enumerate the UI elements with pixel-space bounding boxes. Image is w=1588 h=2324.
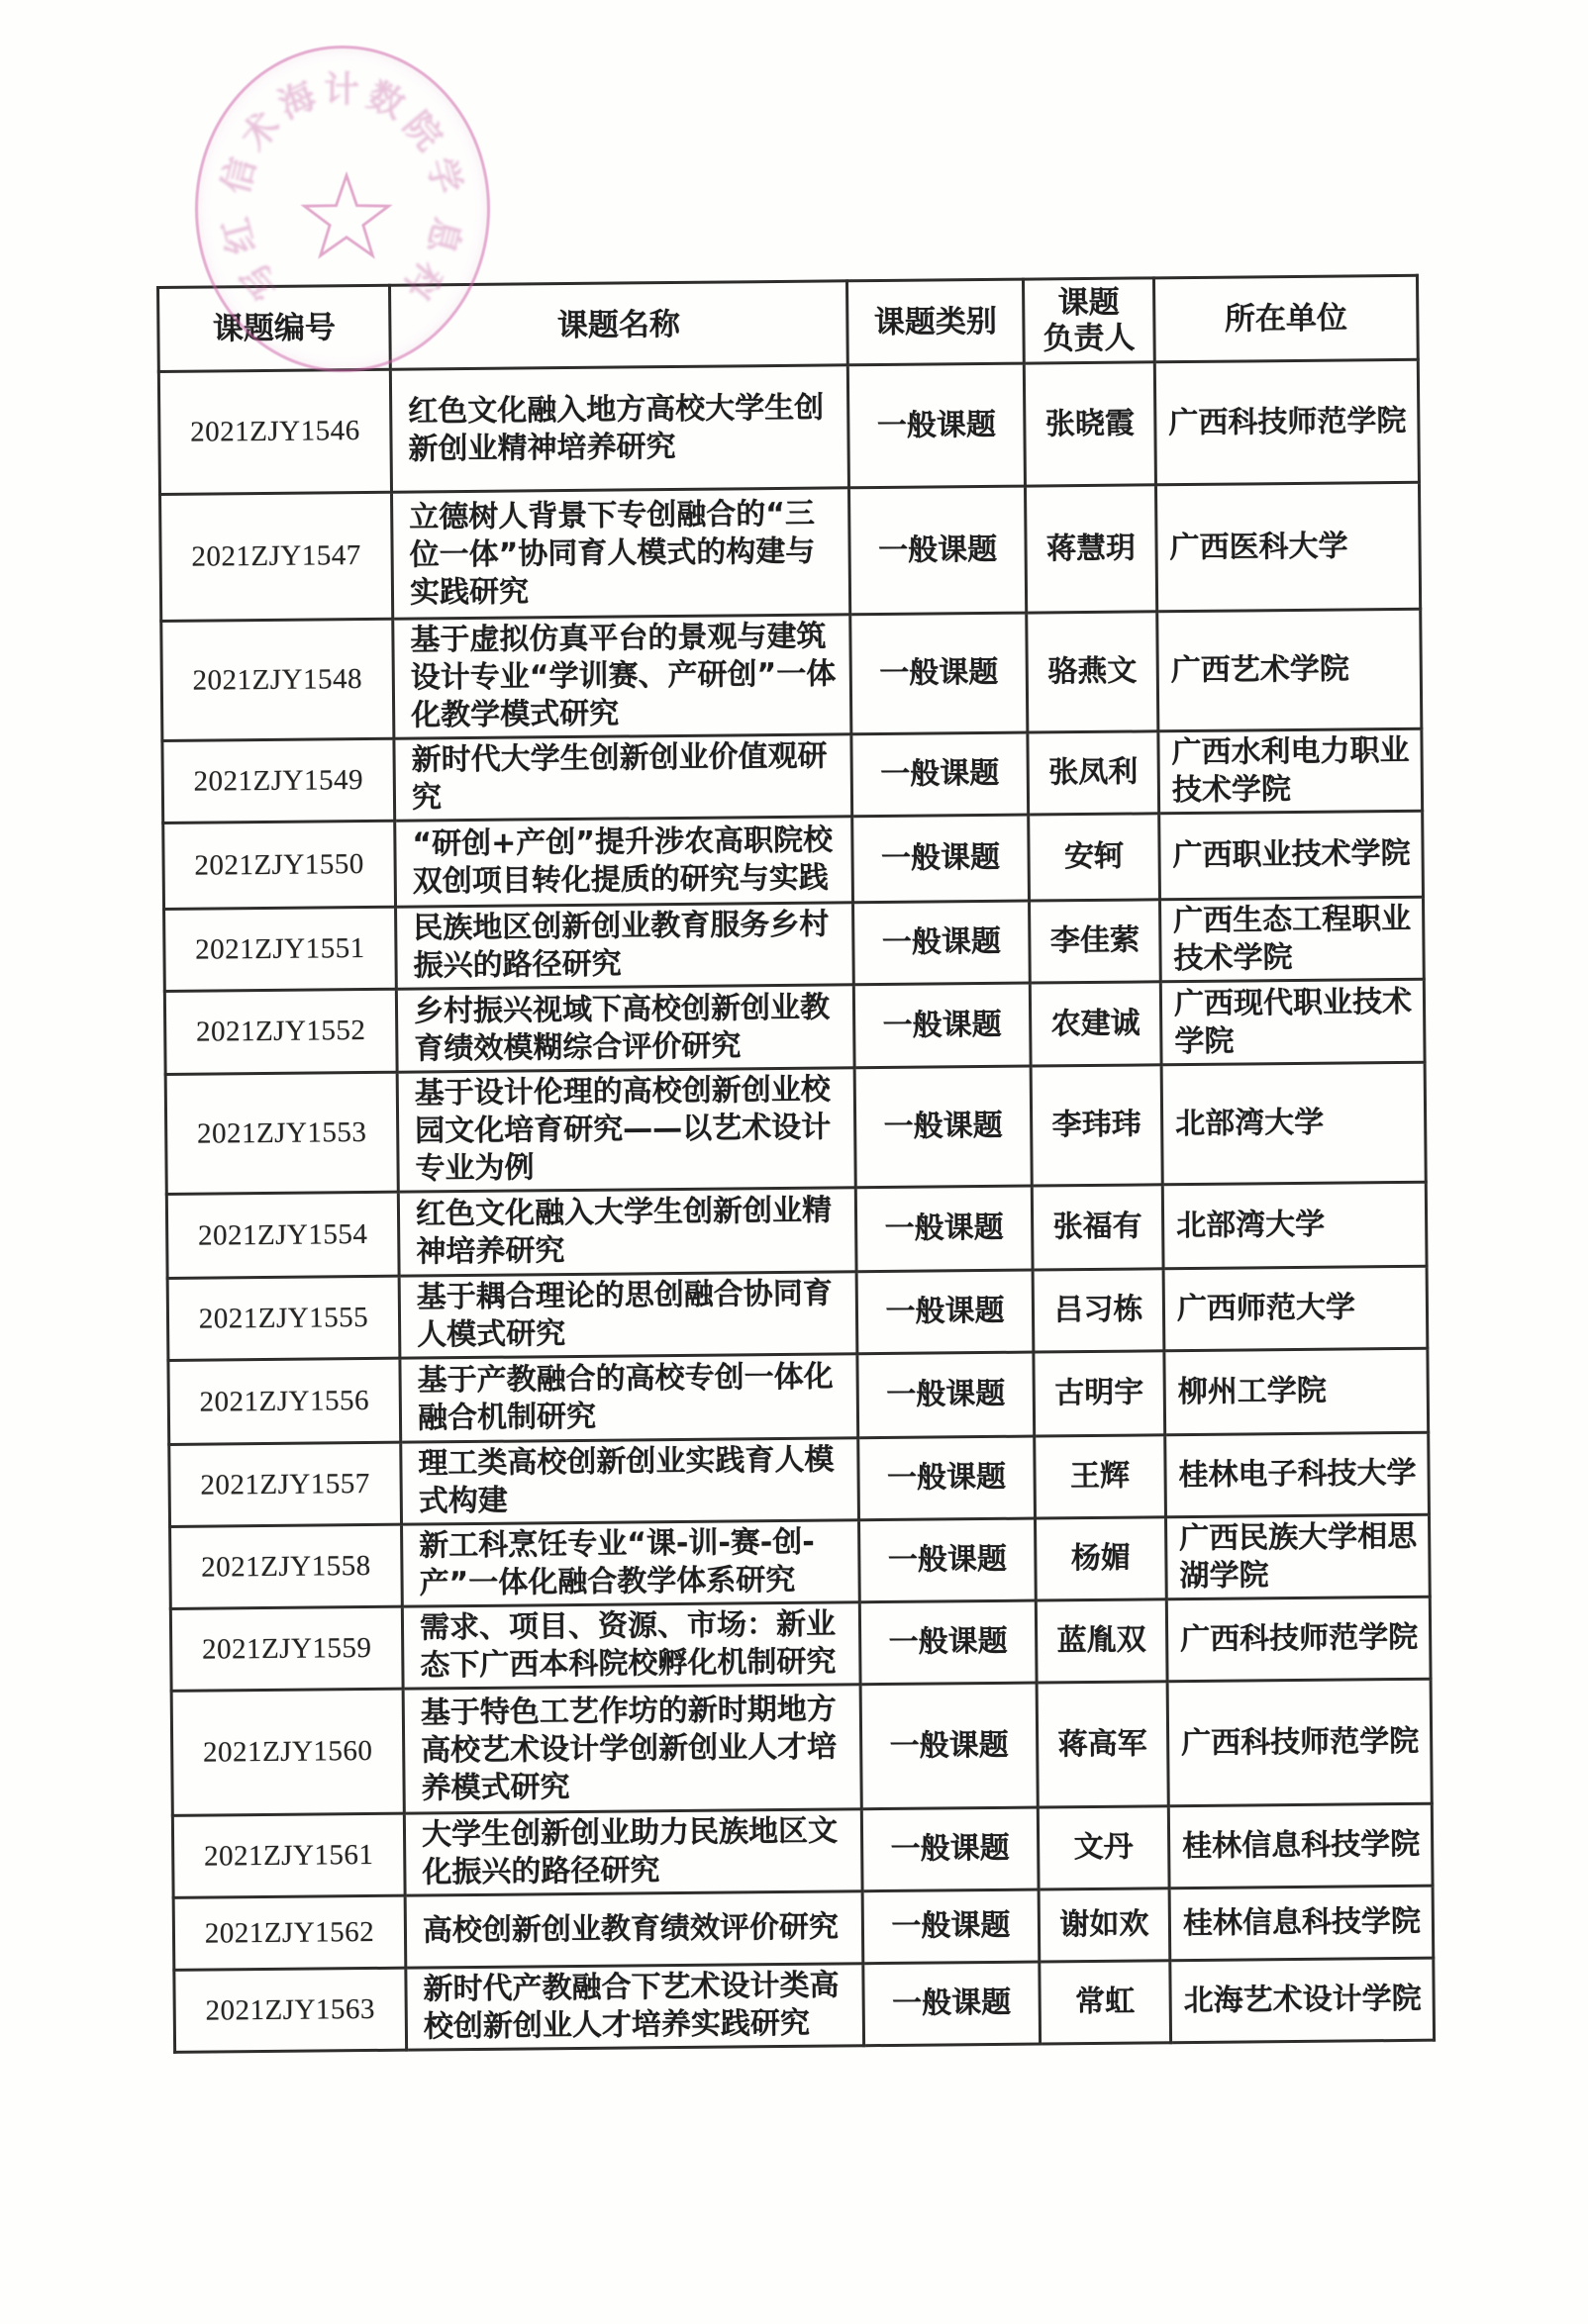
- project-leader-cell: 文丹: [1038, 1806, 1169, 1889]
- institution-cell: 广西科技师范学院: [1167, 1679, 1432, 1806]
- stamp-arc-glyph: 海: [272, 74, 323, 127]
- table-row: [170, 1514, 1431, 1608]
- project-id-cell: 2021ZJY1551: [164, 907, 397, 991]
- table-row: [173, 1886, 1434, 1970]
- stamp-arc-glyph: 红: [215, 213, 264, 258]
- project-id-cell: 2021ZJY1556: [168, 1358, 401, 1444]
- institution-cell: 广西现代职业技术学院: [1160, 979, 1425, 1065]
- table-row: [165, 1062, 1426, 1194]
- project-id-cell: 2021ZJY1547: [160, 492, 393, 621]
- project-category-cell: 一般课题: [857, 1352, 1035, 1438]
- table-row: [166, 1182, 1427, 1278]
- project-id-cell: 2021ZJY1554: [166, 1192, 399, 1278]
- project-name-cell: 立德树人背景下专创融合的“三位一体”协同育人模式的构建与实践研究: [392, 488, 850, 619]
- project-name-cell: 大学生创新创业助力民族地区文化振兴的路径研究: [404, 1809, 862, 1895]
- project-leader-cell: 安轲: [1029, 814, 1160, 901]
- project-id-cell: 2021ZJY1553: [165, 1072, 398, 1194]
- project-category-cell: 一般课题: [863, 1962, 1041, 2046]
- project-leader-cell: 张凤利: [1028, 731, 1159, 815]
- institution-cell: 广西科技师范学院: [1154, 359, 1419, 485]
- institution-cell: 广西生态工程职业技术学院: [1159, 897, 1424, 982]
- table-row: [164, 897, 1425, 991]
- project-name-cell: 新工科烹饪专业“课-训-赛-创-产”一体化融合教学体系研究: [402, 1520, 860, 1606]
- project-category-cell: 一般课题: [860, 1683, 1038, 1809]
- project-id-cell: 2021ZJY1563: [174, 1968, 407, 2052]
- project-name-cell: 基于产教融合的高校专创一体化融合机制研究: [400, 1354, 858, 1442]
- table-row: [171, 1679, 1432, 1815]
- project-id-cell: 2021ZJY1560: [171, 1689, 404, 1815]
- project-leader-cell: 农建诚: [1030, 982, 1161, 1066]
- project-name-cell: 需求、项目、资源、市场：新业态下广西本科院校孵化机制研究: [402, 1602, 860, 1689]
- project-id-cell: 2021ZJY1555: [167, 1276, 400, 1360]
- institution-cell: 北部湾大学: [1161, 1062, 1426, 1185]
- stamp-arc-glyph: 学: [419, 153, 468, 199]
- table-body: [158, 359, 1434, 2052]
- project-id-cell: 2021ZJY1548: [161, 619, 394, 740]
- stamp-arc-glyph: 院: [395, 104, 449, 158]
- project-name-cell: “研创+产创”提升涉农高职院校双创项目转化提质的研究与实践: [395, 817, 853, 907]
- header-row: [158, 275, 1419, 371]
- project-category-cell: 一般课题: [858, 1436, 1036, 1520]
- project-category-cell: 一般课题: [852, 815, 1030, 903]
- project-name-cell: 基于设计伦理的高校创新创业校园文化培育研究——以艺术设计专业为例: [397, 1068, 855, 1192]
- stamp-arc-glyph: 科: [395, 253, 449, 308]
- table-row: [158, 359, 1419, 494]
- table-row: [169, 1432, 1430, 1526]
- project-leader-cell: 古明宇: [1034, 1351, 1165, 1436]
- project-id-cell: 2021ZJY1559: [170, 1606, 403, 1691]
- project-name-cell: 新时代产教融合下艺术设计类高校创新创业人才培养实践研究: [406, 1964, 864, 2050]
- project-id-cell: 2021ZJY1561: [172, 1813, 405, 1897]
- project-leader-cell: 张福有: [1032, 1185, 1163, 1270]
- stamp-arc-glyph: 息: [419, 213, 468, 258]
- project-category-cell: 一般课题: [850, 613, 1028, 734]
- project-name-cell: 理工类高校创新创业实践育人模式构建: [401, 1438, 859, 1524]
- table-row: [163, 811, 1424, 909]
- institution-cell: 桂林电子科技大学: [1165, 1432, 1430, 1517]
- stamp-star-icon: [291, 164, 402, 275]
- project-name-cell: 高校创新创业教育绩效评价研究: [405, 1891, 863, 1968]
- project-category-cell: 一般课题: [853, 983, 1031, 1068]
- table-wrapper: [156, 274, 1433, 2054]
- table-row: [162, 728, 1423, 823]
- project-category-cell: 一般课题: [847, 363, 1025, 488]
- institution-cell: 广西职业技术学院: [1159, 811, 1424, 900]
- table-row: [168, 1348, 1429, 1444]
- project-leader-cell: 张晓霞: [1024, 362, 1155, 486]
- stamp-arc-glyph: 信: [215, 153, 264, 199]
- institution-cell: 桂林信息科技学院: [1168, 1803, 1433, 1888]
- project-leader-cell: 蒋慧玥: [1025, 485, 1156, 613]
- project-table: [156, 274, 1436, 2054]
- project-name-cell: 乡村振兴视域下高校创新创业教育绩效模糊综合评价研究: [396, 985, 854, 1072]
- project-name-cell: 红色文化融入地方高校大学生创新创业精神培养研究: [390, 365, 848, 492]
- project-name-cell: 民族地区创新创业教育服务乡村振兴的路径研究: [396, 903, 854, 989]
- project-category-cell: 一般课题: [853, 901, 1031, 985]
- project-leader-cell: 王辉: [1035, 1435, 1166, 1518]
- project-name-cell: 基于虚拟仿真平台的景观与建筑设计专业“学训赛、产研创”一体化教学模式研究: [393, 615, 851, 738]
- header-project-name: 课题名称: [390, 281, 848, 369]
- project-category-cell: 一般课题: [851, 732, 1029, 817]
- project-leader-cell: 吕习栋: [1033, 1269, 1164, 1352]
- project-id-cell: 2021ZJY1558: [170, 1524, 403, 1608]
- table-row: [164, 979, 1425, 1074]
- project-leader-cell: 蓝胤双: [1036, 1599, 1167, 1683]
- institution-cell: 北部湾大学: [1162, 1182, 1427, 1269]
- table-row: [172, 1803, 1433, 1897]
- table-row: [160, 482, 1421, 621]
- project-category-cell: 一般课题: [855, 1186, 1033, 1272]
- institution-cell: 广西师范大学: [1163, 1266, 1428, 1351]
- table-row: [174, 1958, 1435, 2052]
- project-leader-cell: 蒋高军: [1037, 1682, 1168, 1807]
- project-name-cell: 新时代大学生创新创业价值观研究: [394, 734, 852, 821]
- institution-cell: 广西科技师范学院: [1166, 1597, 1431, 1682]
- header-project-leader: 课题 负责人: [1023, 278, 1154, 363]
- project-leader-cell: 常虹: [1040, 1961, 1171, 2044]
- project-category-cell: 一般课题: [854, 1066, 1032, 1188]
- stamp-arc-glyph: 术: [234, 104, 288, 158]
- table-row: [161, 609, 1422, 740]
- project-name-cell: 基于耦合理论的思创融合协同育人模式研究: [399, 1272, 857, 1358]
- project-category-cell: 一般课题: [861, 1807, 1039, 1891]
- project-category-cell: 一般课题: [859, 1600, 1037, 1685]
- table-row: [167, 1266, 1428, 1360]
- stamp-arc-glyph: 写: [234, 253, 288, 308]
- header-institution: 所在单位: [1153, 275, 1418, 362]
- institution-cell: 桂林信息科技学院: [1169, 1886, 1434, 1961]
- header-project-category: 课题类别: [846, 279, 1024, 365]
- institution-cell: 广西医科大学: [1155, 482, 1420, 612]
- project-id-cell: 2021ZJY1550: [163, 821, 396, 909]
- project-leader-cell: 谢如欢: [1039, 1888, 1170, 1962]
- project-leader-cell: 杨媚: [1035, 1517, 1166, 1600]
- project-category-cell: 一般课题: [856, 1270, 1034, 1354]
- institution-cell: 广西水利电力职业技术学院: [1158, 728, 1423, 814]
- project-leader-cell: 李佳萦: [1030, 900, 1161, 983]
- table-header: [158, 275, 1419, 371]
- stamp-arc-glyph: 计: [323, 69, 360, 111]
- project-id-cell: 2021ZJY1562: [173, 1895, 406, 1970]
- stamp-arc-glyph: 数: [360, 74, 411, 127]
- project-id-cell: 2021ZJY1549: [162, 738, 395, 823]
- project-name-cell: 基于特色工艺作坊的新时期地方高校艺术设计学创新创业人才培养模式研究: [403, 1685, 861, 1813]
- project-category-cell: 一般课题: [859, 1518, 1037, 1602]
- project-category-cell: 一般课题: [848, 486, 1026, 615]
- project-id-cell: 2021ZJY1546: [158, 369, 391, 494]
- table-row: [170, 1597, 1431, 1691]
- institution-cell: 广西艺术学院: [1157, 609, 1422, 731]
- institution-cell: 柳州工学院: [1164, 1348, 1429, 1435]
- project-leader-cell: 李玮玮: [1031, 1065, 1162, 1186]
- project-category-cell: 一般课题: [862, 1889, 1040, 1964]
- project-leader-cell: 骆燕文: [1027, 612, 1158, 732]
- project-name-cell: 红色文化融入大学生创新创业精神培养研究: [398, 1188, 856, 1276]
- institution-cell: 广西民族大学相思湖学院: [1165, 1514, 1430, 1599]
- project-id-cell: 2021ZJY1557: [169, 1442, 402, 1526]
- header-project-id: 课题编号: [158, 285, 391, 371]
- institution-cell: 北海艺术设计学院: [1170, 1958, 1435, 2043]
- project-id-cell: 2021ZJY1552: [164, 989, 397, 1074]
